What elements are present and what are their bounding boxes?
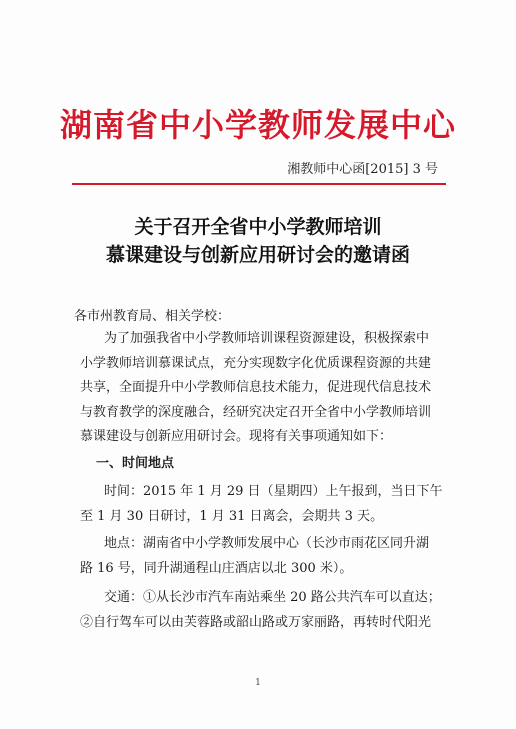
page-number: 1 [255, 678, 261, 688]
intro-paragraph [80, 327, 450, 450]
intro-line: 慕课建设与创新应用研讨会。现将有关事项通知如下： [80, 429, 393, 444]
red-divider-line [72, 183, 446, 185]
time-line: 至 1 月 30 日研讨，1 月 31 日离会，会期共 3 天。 [80, 508, 384, 524]
document-title-line-1: 关于召开全省中小学教师培训 [134, 216, 382, 238]
salutation: 各市州教育局、相关学校： [74, 309, 231, 324]
transport-line: 交通：①从长沙市汽车南站乘坐 20 路公共汽车可以直达； [104, 590, 441, 605]
intro-line: 小学教师培训慕课试点，充分实现数字化优质课程资源的共建 [80, 355, 432, 371]
transport-line: ②自行驾车可以由芙蓉路或韶山路或万家丽路，再转时代阳光 [80, 614, 432, 630]
place-line: 地点：湖南省中小学教师发展中心（长沙市雨花区同升湖 [104, 536, 430, 551]
transport-paragraph [80, 586, 450, 635]
intro-line: 为了加强我省中小学教师培训课程资源建设，积极探索中 [104, 331, 430, 346]
section-heading: 一、时间地点 [96, 456, 175, 471]
intro-line: 与教育教学的深度融合，经研究决定召开全省中小学教师培训 [80, 404, 432, 420]
place-line: 路 16 号，同升湖通程山庄酒店以北 300 米）。 [80, 560, 353, 576]
time-line: 时间：2015 年 1 月 29 日（星期四）上午报到，当日下午 [104, 484, 443, 499]
organization-header: 湖南省中小学教师发展中心 [59, 106, 456, 144]
time-paragraph [80, 480, 450, 529]
place-paragraph [80, 532, 450, 581]
intro-line: 共享，全面提升中小学教师信息技术能力，促进现代信息技术 [80, 380, 432, 395]
document-title-line-2: 慕课建设与创新应用研讨会的邀请函 [105, 244, 410, 266]
document-number: 湘教师中心函[2015] 3 号 [287, 162, 438, 177]
